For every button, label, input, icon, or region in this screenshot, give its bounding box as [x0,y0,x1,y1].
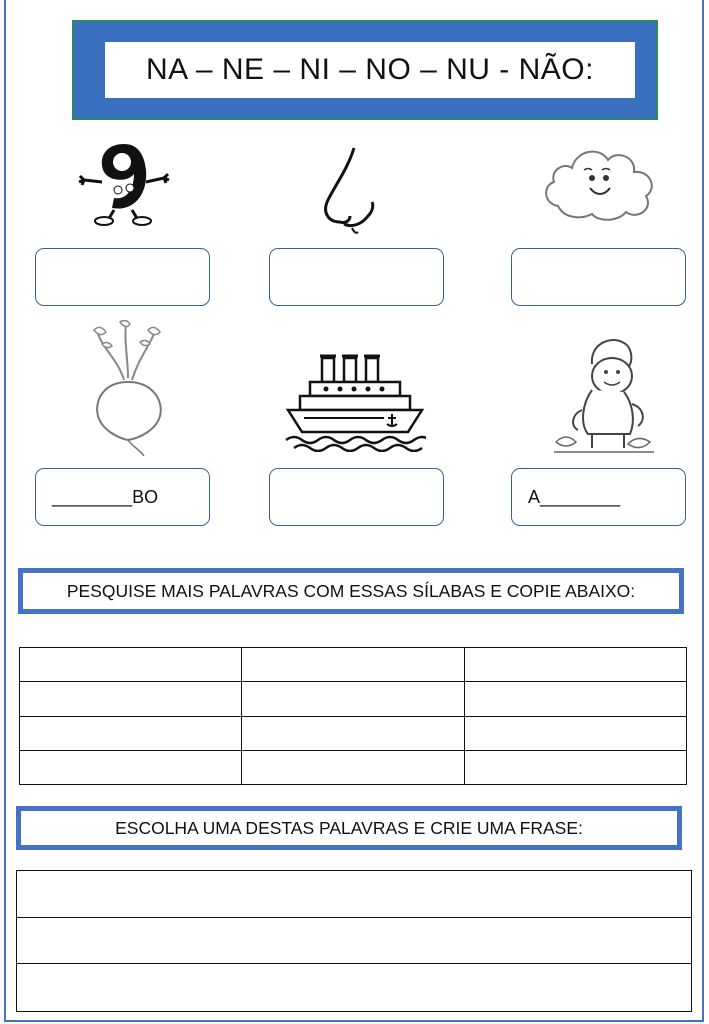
table-row [20,648,687,682]
grid-cell[interactable] [464,716,686,750]
table-row [20,682,687,716]
grid-cell[interactable] [242,648,464,682]
grid-cell[interactable] [242,750,464,784]
writing-line[interactable] [17,964,691,1011]
answer-box-nine[interactable] [35,248,210,306]
sentence-lines [16,870,692,1012]
answer-box-dwarf[interactable] [511,468,686,526]
ship-icon [284,352,426,452]
number-nine-character-icon [74,138,174,228]
writing-line[interactable] [17,918,691,965]
dwarf-icon [552,334,656,458]
page-title: NA – NE – NI – NO – NU - NÃO: [105,42,635,98]
research-instruction-banner [18,568,684,614]
grid-cell[interactable] [20,716,242,750]
writing-line[interactable] [17,871,691,918]
grid-cell[interactable] [464,750,686,784]
sentence-instruction-banner [16,806,682,850]
grid-cell[interactable] [20,648,242,682]
research-instruction: PESQUISE MAIS PALAVRAS COM ESSAS SÍLABAS E COPIE ABAIXO: [66,580,636,601]
grid-cell[interactable] [464,648,686,682]
nose-icon [318,144,380,236]
grid-cell[interactable] [20,682,242,716]
answer-box-turnip[interactable] [35,468,210,526]
answer-box-ship[interactable] [269,468,444,526]
word-grid [19,647,687,785]
table-row [20,750,687,784]
sentence-instruction: ESCOLHA UMA DESTAS PALAVRAS E CRIE UMA FRASE: [115,817,583,838]
grid-cell[interactable] [20,750,242,784]
grid-cell[interactable] [464,682,686,716]
title-banner [72,20,658,120]
grid-cell[interactable] [242,682,464,716]
table-row [20,716,687,750]
cloud-icon [540,140,660,224]
turnip-icon [84,320,174,456]
answer-box-cloud[interactable] [511,248,686,306]
answer-text: ________BO [52,486,159,507]
grid-cell[interactable] [242,716,464,750]
answer-text: A________ [528,486,621,507]
answer-box-nose[interactable] [269,248,444,306]
